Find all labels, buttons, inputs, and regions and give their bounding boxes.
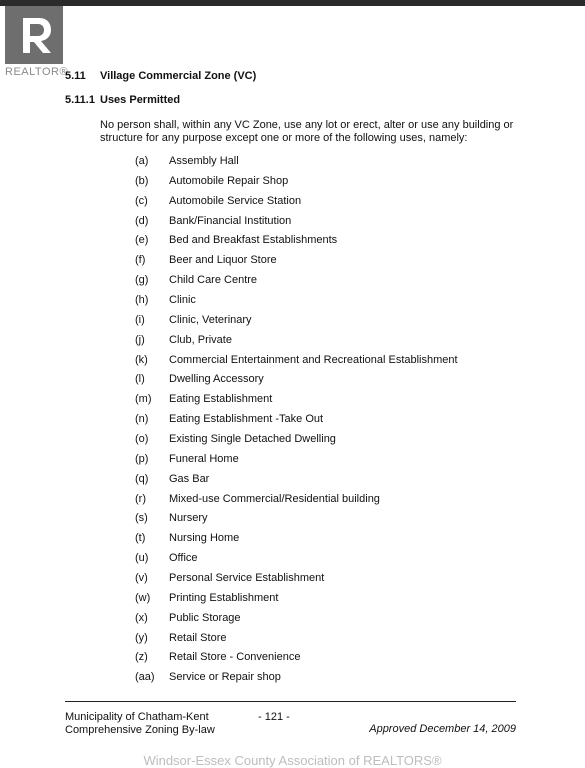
list-item-label: Clinic, Veterinary	[169, 313, 252, 326]
footer-line-1: Municipality of Chatham-Kent	[65, 711, 209, 723]
list-item-label: Bed and Breakfast Establishments	[169, 234, 338, 247]
list-item-key: (i)	[135, 313, 145, 326]
page-number: - 121 -	[258, 711, 290, 723]
list-item-label: Public Storage	[169, 611, 241, 624]
list-item	[0, 552, 585, 572]
subsection-title: Uses Permitted	[100, 94, 181, 106]
list-item	[0, 234, 585, 254]
list-item-label: Commercial Entertainment and Recreational Establishment	[169, 353, 458, 366]
list-item-key: (k)	[135, 353, 148, 366]
list-item	[0, 215, 585, 235]
list-item-label: Funeral Home	[169, 452, 239, 465]
section-number: 5.11	[65, 70, 86, 82]
list-item	[0, 651, 585, 671]
list-item-label: Eating Establishment	[169, 393, 273, 406]
list-item-key: (v)	[135, 572, 148, 585]
realtor-logo	[5, 6, 69, 78]
footer-municipality	[65, 711, 215, 737]
top-bar	[0, 0, 585, 6]
list-item-key: (t)	[135, 532, 146, 545]
list-item	[0, 612, 585, 632]
realtor-wordmark: REALTOR®	[5, 66, 69, 78]
uses-list	[0, 155, 585, 691]
list-item-key: (j)	[135, 333, 145, 346]
list-item-label: Bank/Financial Institution	[169, 214, 292, 227]
list-item	[0, 274, 585, 294]
list-item	[0, 512, 585, 532]
subsection-heading	[65, 94, 180, 106]
list-item-label: Gas Bar	[169, 472, 210, 485]
list-item	[0, 393, 585, 413]
list-item	[0, 632, 585, 652]
list-item	[0, 373, 585, 393]
list-item	[0, 453, 585, 473]
list-item-label: Retail Store - Convenience	[169, 651, 301, 664]
list-item-key: (e)	[135, 234, 149, 247]
list-item-label: Service or Repair shop	[169, 671, 281, 684]
approval-date: Approved December 14, 2009	[369, 723, 516, 735]
list-item-label: Printing Establishment	[169, 591, 279, 604]
list-item	[0, 572, 585, 592]
list-item	[0, 413, 585, 433]
section-title: Village Commercial Zone (VC)	[100, 70, 257, 82]
list-item-key: (u)	[135, 552, 149, 565]
list-item-label: Mixed-use Commercial/Residential building	[169, 492, 380, 505]
section-heading	[65, 70, 256, 82]
list-item	[0, 592, 585, 612]
realtor-r-icon	[5, 6, 63, 64]
list-item-key: (m)	[135, 393, 152, 406]
list-item-label: Beer and Liquor Store	[169, 254, 277, 267]
list-item	[0, 671, 585, 691]
list-item-label: Personal Service Establishment	[169, 572, 325, 585]
list-item	[0, 433, 585, 453]
list-item	[0, 175, 585, 195]
list-item-label: Club, Private	[169, 333, 232, 346]
list-item-key: (g)	[135, 274, 149, 287]
footer-line-2: Comprehensive Zoning By-law	[65, 724, 215, 736]
footer-divider	[65, 701, 516, 702]
list-item-key: (y)	[135, 631, 148, 644]
list-item-key: (q)	[135, 472, 149, 485]
list-item-key: (z)	[135, 651, 148, 664]
list-item-label: Existing Single Detached Dwelling	[169, 433, 336, 446]
list-item	[0, 334, 585, 354]
list-item-key: (c)	[135, 194, 148, 207]
list-item-key: (r)	[135, 492, 146, 505]
list-item-label: Dwelling Accessory	[169, 373, 264, 386]
list-item	[0, 195, 585, 215]
list-item-label: Retail Store	[169, 631, 227, 644]
intro-paragraph: No person shall, within any VC Zone, use any lot or erect, alter or use any building or structure for any purpose except one or more of the following uses, namely:	[100, 119, 514, 144]
list-item	[0, 254, 585, 274]
list-item-label: Assembly Hall	[169, 155, 239, 167]
list-item-key: (p)	[135, 452, 149, 465]
list-item-key: (o)	[135, 433, 149, 446]
subsection-number: 5.11.1	[65, 94, 95, 106]
list-item-key: (w)	[135, 591, 151, 604]
list-item	[0, 473, 585, 493]
watermark-text: Windsor-Essex County Association of REALTORS®	[143, 753, 442, 768]
list-item	[0, 354, 585, 374]
list-item-label: Automobile Service Station	[169, 194, 302, 207]
list-item-key: (h)	[135, 294, 149, 307]
list-item-key: (x)	[135, 611, 148, 624]
list-item-key: (s)	[135, 512, 148, 525]
list-item-label: Child Care Centre	[169, 274, 258, 287]
list-item-label: Eating Establishment -Take Out	[169, 413, 324, 426]
list-item-label: Nursing Home	[169, 532, 240, 545]
list-item-label: Nursery	[169, 512, 208, 525]
list-item-key: (n)	[135, 413, 149, 426]
list-item	[0, 294, 585, 314]
list-item	[0, 532, 585, 552]
list-item-key: (b)	[135, 174, 149, 187]
list-item-key: (a)	[135, 155, 149, 167]
list-item	[0, 493, 585, 513]
list-item	[0, 155, 585, 175]
list-item-label: Clinic	[169, 294, 196, 307]
list-item-label: Office	[169, 552, 198, 565]
list-item-key: (aa)	[135, 671, 155, 684]
list-item-key: (d)	[135, 214, 149, 227]
list-item-key: (f)	[135, 254, 146, 267]
list-item	[0, 314, 585, 334]
list-item-label: Automobile Repair Shop	[169, 174, 289, 187]
list-item-key: (l)	[135, 373, 145, 386]
